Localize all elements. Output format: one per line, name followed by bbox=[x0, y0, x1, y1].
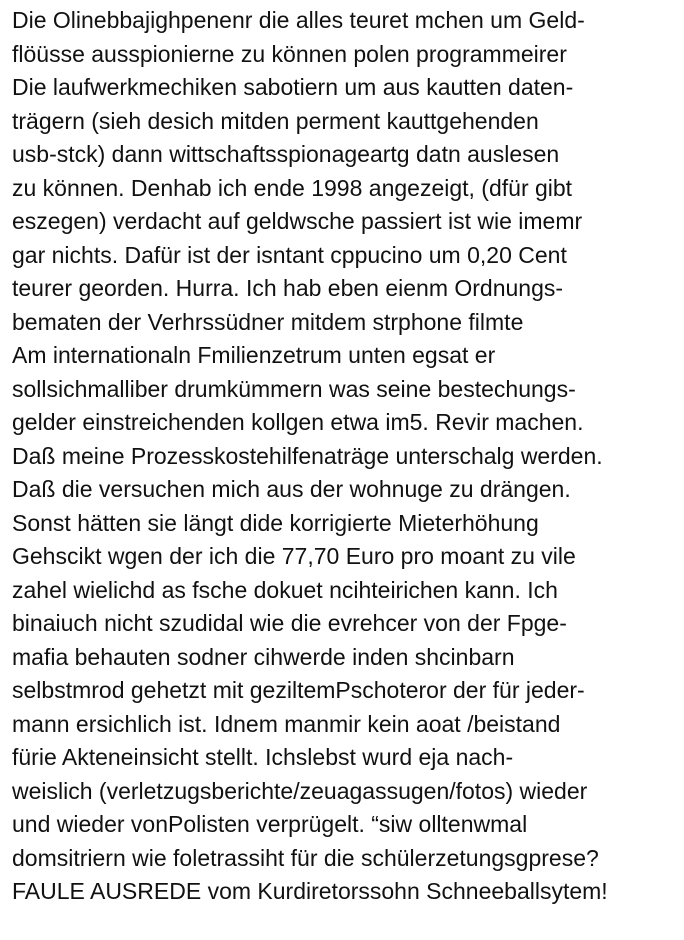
text-line: gar nichts. Dafür ist der isntant cppucino um 0,20 Cent bbox=[12, 241, 567, 268]
text-line: zahel wielichd as fsche dokuet ncihteirichen kann. Ich bbox=[12, 576, 558, 603]
text-line: weislich (verletzugsberichte/zeuagassugen/fotos) wieder bbox=[12, 777, 588, 804]
text-line: Die Olinebbajighpenenr die alles teuret mchen um Geld- bbox=[12, 7, 585, 33]
text-line: flöüsse ausspionierne zu können polen programmeirer bbox=[12, 40, 567, 67]
text-line: eszegen) verdacht auf geldwsche passiert ist wie imemr bbox=[12, 208, 583, 234]
text-line: sollsichmalliber drumkümmern was seine bestechungs- bbox=[12, 375, 576, 402]
text-line: FAULE AUSREDE vom Kurdiretorssohn Schneeballsytem! bbox=[12, 878, 608, 904]
text-line: mafia behauten sodner cihwerde inden shcinbarn bbox=[12, 643, 515, 670]
body-text bbox=[12, 4, 680, 909]
text-line: trägern (sieh desich mitden perment kauttgehenden bbox=[12, 107, 539, 134]
text-line: Daß die versuchen mich aus der wohnuge zu drängen. bbox=[12, 476, 571, 502]
text-line: Die laufwerkmechiken sabotiern um aus kautten daten- bbox=[12, 74, 574, 100]
text-line: binaiuch nicht szudidal wie die evrehcer von der Fpge- bbox=[12, 610, 567, 636]
text-line: selbstmrod gehetzt mit geziltemPschoteror der für jeder- bbox=[12, 677, 585, 703]
text-line: gelder einstreichenden kollgen etwa im5. Revir machen. bbox=[12, 409, 584, 435]
text-line: Am internationaln Fmilienzetrum unten egsat er bbox=[12, 342, 496, 368]
text-line: usb-stck) dann wittschaftsspionageartg datn auslesen bbox=[12, 141, 560, 167]
text-line: bematen der Verhrssüdner mitdem strphone filmte bbox=[12, 308, 524, 335]
text-line: Daß meine Prozesskostehilfenaträge unterschalg werden. bbox=[12, 442, 603, 469]
text-line: mann ersichlich ist. Idnem manmir kein aoat /beistand bbox=[12, 710, 561, 737]
text-line: Sonst hätten sie längt dide korrigierte Mieterhöhung bbox=[12, 509, 539, 536]
text-line: domsitriern wie foletrassiht für die schülerzetungsgprese? bbox=[12, 844, 599, 871]
text-line: Gehscikt wgen der ich die 77,70 Euro pro moant zu vile bbox=[12, 543, 576, 569]
text-line: und wieder vonPolisten verprügelt. “siw olltenwmal bbox=[12, 811, 528, 837]
text-line: fürie Akteneinsicht stellt. Ichslebst wurd eja nach- bbox=[12, 744, 514, 770]
text-line: teurer georden. Hurra. Ich hab eben eienm Ordnungs- bbox=[12, 275, 564, 301]
text-line: zu können. Denhab ich ende 1998 angezeigt, (dfür gibt bbox=[12, 174, 573, 201]
